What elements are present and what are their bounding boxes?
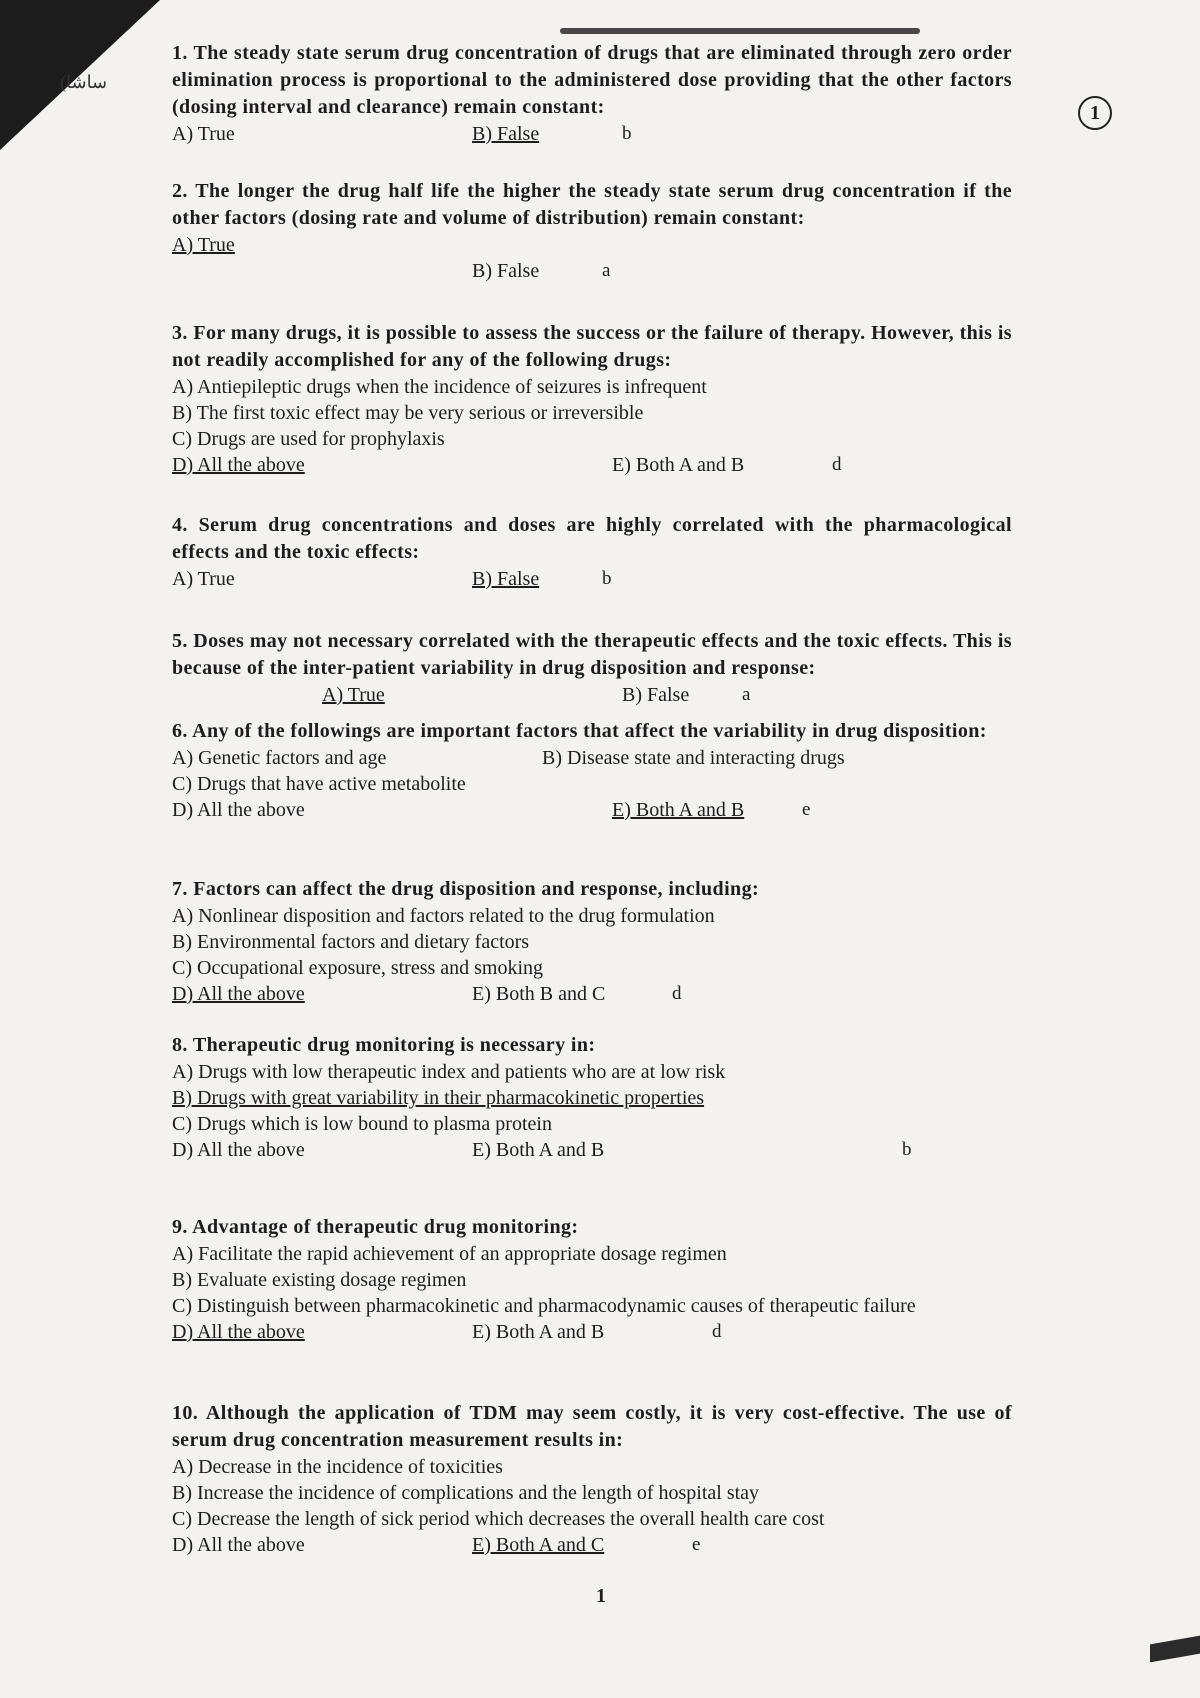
option-a: A) True [172, 568, 235, 590]
answer-mark: d [712, 1321, 722, 1342]
option-c: C) Decrease the length of sick period which decreases the overall health care cost [172, 1508, 825, 1530]
option-b: B) Increase the incidence of complications and the length of hospital stay [172, 1482, 760, 1504]
options-row [172, 232, 1012, 258]
answer-mark: e [802, 799, 811, 820]
option-a: A) Nonlinear disposition and factors related to the drug formulation [172, 905, 715, 927]
option-d: D) All the above [172, 983, 305, 1005]
option-a: A) True [172, 123, 235, 145]
option-a: A) Facilitate the rapid achievement of an appropriate dosage regimen [172, 1243, 727, 1265]
option-c: C) Drugs which is low bound to plasma protein [172, 1113, 552, 1135]
option-a: A) Drugs with low therapeutic index and patients who are at low risk [172, 1061, 726, 1083]
option-e: E) Both B and C [472, 983, 606, 1005]
question-8 [172, 1032, 1012, 1163]
options-row [172, 1137, 1012, 1163]
option-a: A) Genetic factors and age [172, 747, 387, 769]
answer-mark: a [742, 684, 751, 705]
option-b: B) Evaluate existing dosage regimen [172, 1269, 467, 1291]
answer-mark: d [832, 454, 842, 475]
options-row [172, 1532, 1012, 1558]
answer-mark: d [672, 983, 682, 1004]
option-e: E) Both A and B [612, 454, 745, 476]
question-text: 3. For many drugs, it is possible to assess the success or the failure of therapy. However, this is not readily accomplished for any of the following drugs: [172, 322, 1012, 371]
options-row [172, 981, 1012, 1007]
question-7 [172, 876, 1012, 1007]
question-text: 1. The steady state serum drug concentration of drugs that are eliminated through zero order elimination process is proportional to the administered dose providing that the other factors (dosing interval and clearance) remain constant: [172, 42, 1012, 118]
option-b: B) False [472, 260, 540, 282]
question-text: 10. Although the application of TDM may seem costly, it is very cost-effective. The use of serum drug concentration measurement results in: [172, 1402, 1012, 1451]
options-row [172, 745, 1012, 771]
option-e: E) Both A and C [472, 1534, 605, 1556]
option-e: E) Both A and B [472, 1139, 605, 1161]
question-5 [172, 628, 1012, 708]
option-c: C) Distinguish between pharmacokinetic and pharmacodynamic causes of therapeutic failure [172, 1295, 916, 1317]
question-6 [172, 718, 1012, 823]
question-text: 5. Doses may not necessary correlated with the therapeutic effects and the toxic effects. This is because of the inter-patient variability in drug disposition and response: [172, 630, 1012, 679]
option-b: B) Environmental factors and dietary factors [172, 931, 530, 953]
question-2 [172, 178, 1012, 284]
question-3 [172, 320, 1012, 478]
question-text: 7. Factors can affect the drug disposition and response, including: [172, 878, 760, 900]
options-row [172, 682, 1012, 708]
options-row [172, 566, 1012, 592]
options-row [172, 797, 1012, 823]
answer-mark: e [692, 1534, 701, 1555]
options-row [172, 452, 1012, 478]
option-b: B) False [622, 684, 690, 706]
answer-mark: b [622, 123, 632, 144]
question-text: 8. Therapeutic drug monitoring is necessary in: [172, 1034, 596, 1056]
options-row [172, 121, 1012, 147]
scan-top-edge [560, 28, 920, 34]
option-b: B) Drugs with great variability in their pharmacokinetic properties [172, 1087, 705, 1109]
question-1 [172, 40, 1012, 147]
option-d: D) All the above [172, 1534, 305, 1556]
option-c: C) Occupational exposure, stress and smoking [172, 957, 544, 979]
option-c: C) Drugs that have active metabolite [172, 773, 466, 795]
option-a: A) Decrease in the incidence of toxicities [172, 1456, 503, 1478]
answer-mark: a [602, 260, 611, 281]
option-b: B) The first toxic effect may be very serious or irreversible [172, 402, 644, 424]
option-b: B) Disease state and interacting drugs [542, 747, 845, 769]
scan-bottom-corner [1150, 1636, 1200, 1663]
question-text: 2. The longer the drug half life the higher the steady state serum drug concentration if the other factors (dosing rate and volume of distribution) remain constant: [172, 180, 1012, 229]
question-text: 9. Advantage of therapeutic drug monitoring: [172, 1216, 579, 1238]
answer-mark: b [902, 1139, 912, 1160]
option-d: D) All the above [172, 454, 305, 476]
option-a: A) True [172, 234, 235, 256]
option-a: A) Antiepileptic drugs when the incidence of seizures is infrequent [172, 376, 707, 398]
option-d: D) All the above [172, 799, 305, 821]
answer-mark: b [602, 568, 612, 589]
option-d: D) All the above [172, 1321, 305, 1343]
question-10 [172, 1400, 1012, 1558]
option-e: E) Both A and B [472, 1321, 605, 1343]
corner-handwritten-mark: (ساشا [60, 72, 108, 92]
question-9 [172, 1214, 1012, 1345]
question-text: 6. Any of the followings are important factors that affect the variability in drug disposition: [172, 720, 987, 742]
question-4 [172, 512, 1012, 592]
option-d: D) All the above [172, 1139, 305, 1161]
circled-page-number: 1 [1078, 96, 1112, 130]
option-b: B) False [472, 123, 540, 145]
option-a: A) True [322, 684, 385, 706]
page-number: 1 [596, 1585, 606, 1607]
options-row [172, 258, 1012, 284]
question-text: 4. Serum drug concentrations and doses are highly correlated with the pharmacological effects and the toxic effects: [172, 514, 1012, 563]
option-e: E) Both A and B [612, 799, 745, 821]
option-c: C) Drugs are used for prophylaxis [172, 428, 445, 450]
options-row [172, 1319, 1012, 1345]
option-b: B) False [472, 568, 540, 590]
